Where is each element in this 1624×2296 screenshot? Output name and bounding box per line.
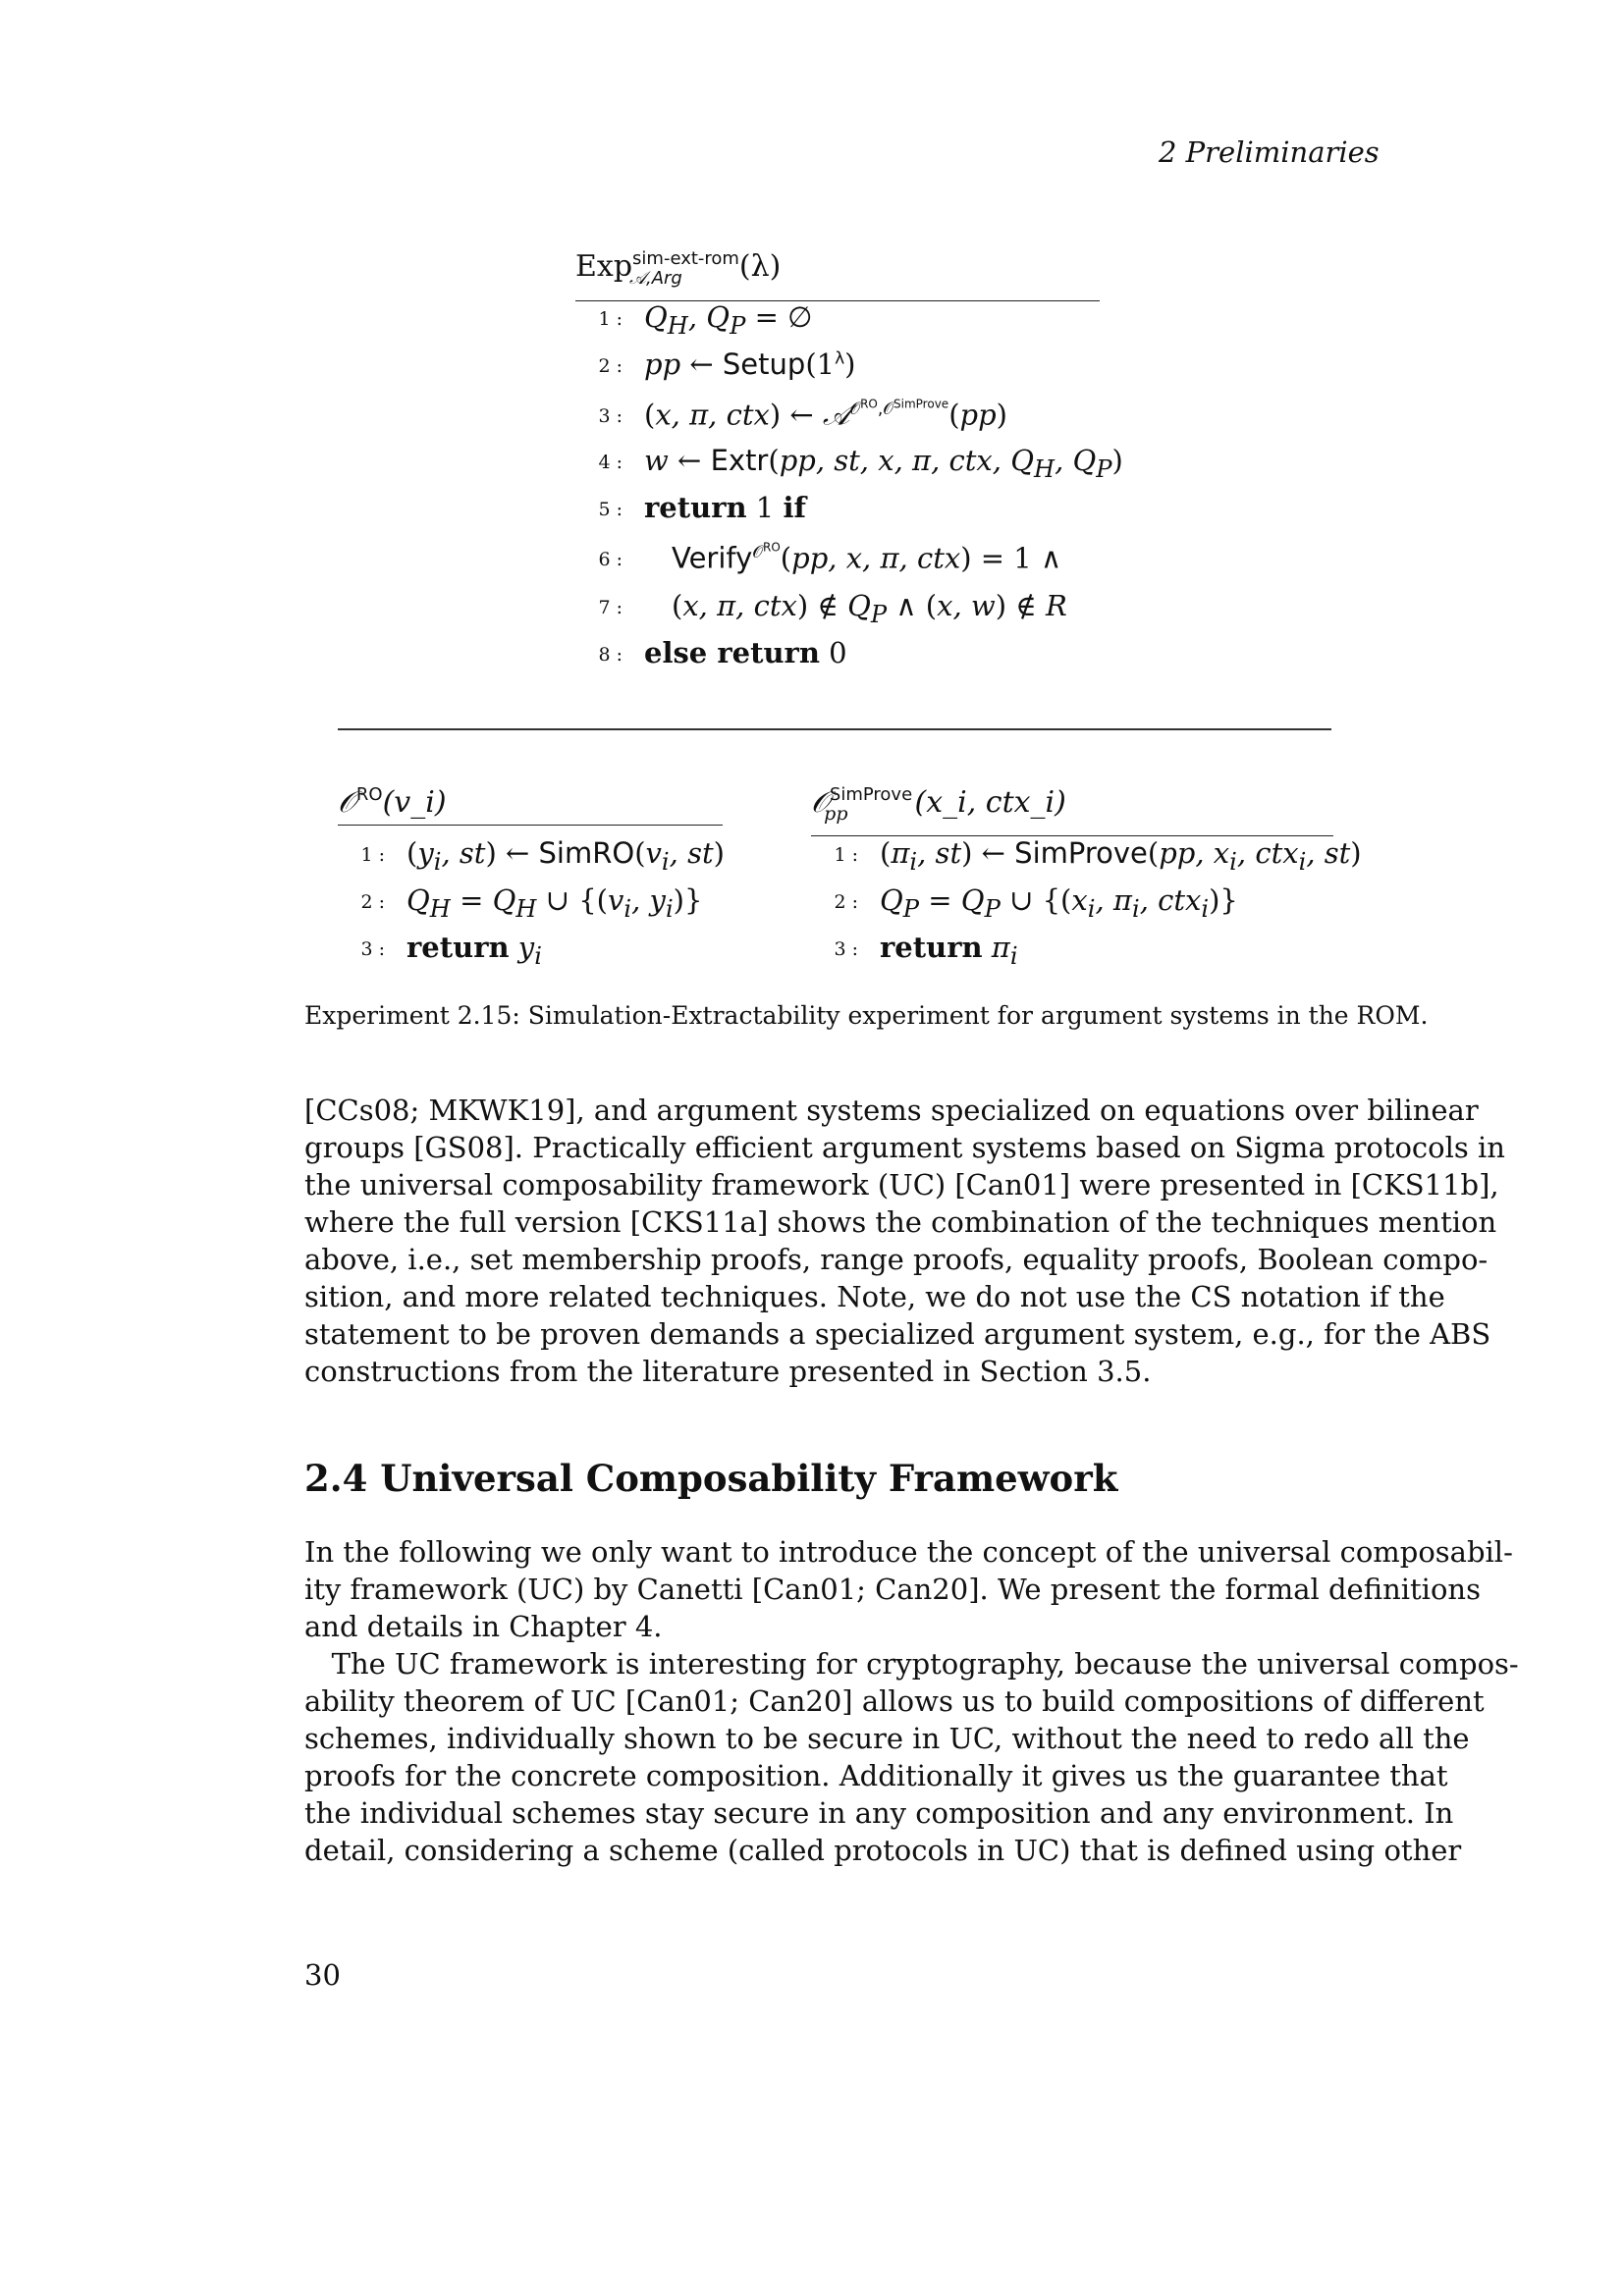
- code-line: [811, 931, 1018, 970]
- paragraph: [304, 1533, 1513, 1645]
- text-line: above, i.e., set membership proofs, range proofs, equality proofs, Boolean compo-: [304, 1243, 1489, 1276]
- oracle-simprove-superscript: SimProve: [829, 784, 913, 805]
- running-header: 2 Preliminaries: [1159, 135, 1380, 169]
- code-text: (x, π, ctx) ∉ $Q_P$ ∧ (x, w) ∉ R: [672, 589, 1067, 628]
- line-number: 8 :: [598, 644, 623, 666]
- line-number: 2 :: [360, 891, 385, 913]
- line-number: 1 :: [360, 844, 385, 866]
- text-line: schemes, individually shown to be secure in UC, without the need to redo all the: [304, 1722, 1470, 1755]
- code-line: [575, 540, 1061, 574]
- text-line: sition, and more related techniques. Note, we do not use the CS notation if the: [304, 1280, 1445, 1313]
- oracle-ro-title: [338, 777, 723, 826]
- code-line: [575, 491, 806, 524]
- code-text: $Q_P = Q_P$ ∪ {($x_i$, $\pi_i$, ctx$_i$)}: [880, 883, 1238, 923]
- oracle-simprove-block: [811, 777, 1362, 974]
- code-line: [575, 636, 847, 669]
- section-heading: 2.4 Universal Composability Framework: [304, 1457, 1118, 1500]
- separator-rule: [338, 728, 1331, 730]
- oracle-ro-block: [338, 777, 723, 974]
- code-line: [575, 589, 1067, 628]
- experiment-title: [575, 241, 1100, 301]
- text-line: the universal composability framework (UC) [Can01] were presented in [CKS11b],: [304, 1168, 1499, 1201]
- oracle-ro-arg: (v_i): [382, 785, 447, 820]
- code-line: [575, 300, 812, 340]
- experiment-block: [575, 241, 1123, 693]
- oracle-ro-superscript: RO: [355, 784, 383, 805]
- oracle-ro-name: 𝒪: [338, 785, 356, 820]
- text-line: detail, considering a scheme (called protocols in UC) that is defined using other: [304, 1834, 1462, 1867]
- line-number: 7 :: [598, 597, 623, 618]
- code-text: ($\pi_i$, st) ← SimProve(pp, $x_i$, ctx$_i$, st): [880, 836, 1362, 876]
- text-line: where the full version [CKS11a] shows the combination of the techniques mention: [304, 1205, 1497, 1239]
- code-text: Verify$^{𝒪^{RO}}$(pp, x, π, ctx) = 1 ∧: [672, 540, 1062, 575]
- paragraph: [304, 1645, 1519, 1869]
- line-number: 2 :: [598, 355, 623, 377]
- oracle-simprove-arg: (x_i, ctx_i): [914, 785, 1066, 820]
- line-number: 3 :: [834, 938, 858, 960]
- line-number: 2 :: [834, 891, 858, 913]
- text-line: and details in Chapter 4.: [304, 1610, 663, 1643]
- code-line: [575, 397, 1007, 432]
- text-line: ity framework (UC) by Canetti [Can01; Can20]. We present the formal definitions: [304, 1573, 1481, 1606]
- experiment-arg: (λ): [738, 249, 782, 284]
- line-number: 3 :: [360, 938, 385, 960]
- figure-caption: Experiment 2.15: Simulation-Extractability experiment for argument systems in the ROM.: [304, 1001, 1429, 1030]
- code-line: [811, 883, 1238, 923]
- line-number: 5 :: [598, 499, 623, 520]
- text-line: proofs for the concrete composition. Additionally it gives us the guarantee that: [304, 1759, 1448, 1792]
- code-text: return 1 if: [644, 491, 806, 524]
- code-line: [575, 347, 855, 381]
- code-text: w ← Extr(pp, st, x, π, ctx, $Q_H$, $Q_P$): [644, 444, 1123, 483]
- code-line: [338, 836, 725, 876]
- text-line: groups [GS08]. Practically efficient argument systems based on Sigma protocols in: [304, 1131, 1505, 1164]
- code-text: $Q_H = Q_H$ ∪ {($v_i$, $y_i$)}: [406, 883, 703, 923]
- experiment-superscript: sim-ext-rom: [632, 248, 739, 269]
- code-line: [338, 883, 702, 923]
- experiment-name: Exp: [575, 249, 633, 284]
- line-number: 6 :: [598, 549, 623, 571]
- line-number: 1 :: [834, 844, 858, 866]
- code-line: [575, 444, 1123, 483]
- text-line: the individual schemes stay secure in any composition and any environment. In: [304, 1796, 1454, 1830]
- code-text: else return 0: [644, 636, 847, 669]
- line-number: 3 :: [598, 405, 623, 428]
- text-line: constructions from the literature presented in Section 3.5.: [304, 1355, 1152, 1388]
- text-line: In the following we only want to introduce the concept of the universal composabil-: [304, 1535, 1513, 1569]
- code-text: (x, π, ctx) ← 𝒜$^{𝒪^{RO},𝒪^{SimProve}}$(pp): [644, 397, 1007, 432]
- code-text: $Q_H$, $Q_P$ = ∅: [644, 300, 813, 340]
- code-line: [338, 931, 542, 970]
- code-text: return $y_i$: [406, 931, 542, 970]
- line-number: 4 :: [598, 452, 623, 473]
- experiment-subscript: 𝒜,Arg: [628, 268, 682, 289]
- paragraph: [304, 1092, 1505, 1390]
- code-text: pp ← $Setup(1^\lambda)$: [644, 347, 856, 381]
- line-number: 1 :: [598, 308, 623, 330]
- code-text: ($y_i$, st) ← $SimRO(v_i$, st): [406, 836, 725, 876]
- text-line: The UC framework is interesting for cryptography, because the universal compos-: [304, 1647, 1519, 1681]
- text-line: statement to be proven demands a specialized argument system, e.g., for the ABS: [304, 1317, 1491, 1351]
- oracle-simprove-subscript: pp: [824, 803, 848, 825]
- page-number: 30: [304, 1958, 341, 1992]
- code-line: [811, 836, 1362, 876]
- text-line: [CCs08; MKWK19], and argument systems specialized on equations over bilinear: [304, 1094, 1479, 1127]
- oracle-simprove-title: [811, 777, 1333, 836]
- text-line: ability theorem of UC [Can01; Can20] allows us to build compositions of different: [304, 1684, 1485, 1718]
- oracle-simprove-name: 𝒪: [811, 785, 830, 820]
- code-text: return $\pi_i$: [880, 931, 1018, 970]
